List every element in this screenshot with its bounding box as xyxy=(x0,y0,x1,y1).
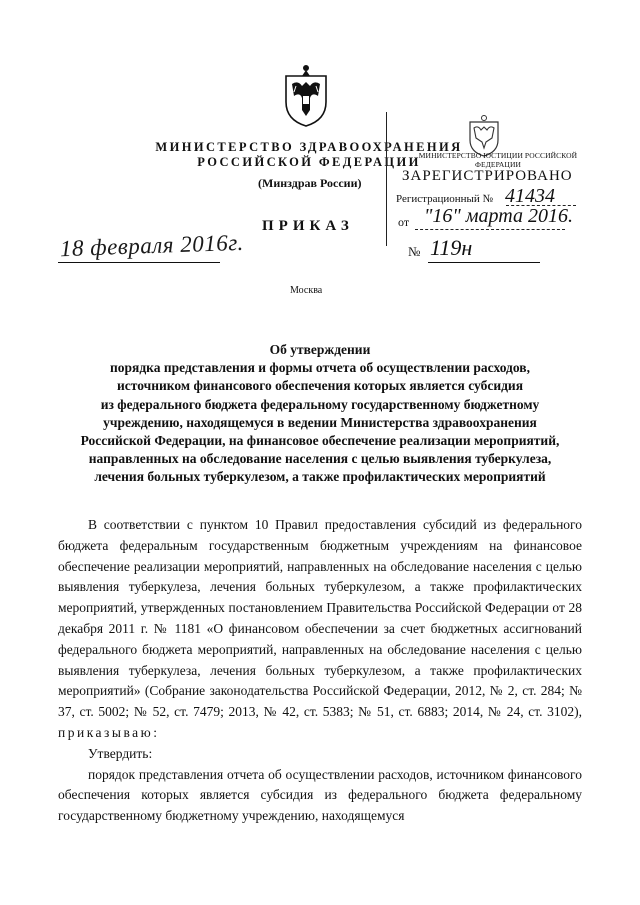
command-word: приказываю: xyxy=(58,724,160,740)
order-number-label: № xyxy=(408,244,421,259)
title-line: источником финансового обеспечения которых является субсидия xyxy=(116,378,524,394)
stamp-reg-label: Регистрационный № xyxy=(396,193,494,205)
order-body xyxy=(58,515,582,827)
title-line: Российской Федерации, на финансовое обеспечение реализации мероприятий, xyxy=(80,433,560,449)
ministry-short-name: (Минздрав России) xyxy=(258,176,362,190)
document-type: ПРИКАЗ xyxy=(262,218,354,234)
ministry-line-1: МИНИСТЕРСТВО ЗДРАВООХРАНЕНИЯ xyxy=(155,140,463,154)
date-underline xyxy=(58,262,220,263)
stamp-ministry: МИНИСТЕРСТВО ЮСТИЦИИ РОССИЙСКОЙ ФЕДЕРАЦИИ xyxy=(418,151,578,169)
title-line: из федерального бюджета федеральному государственному бюджетному xyxy=(100,396,540,412)
preamble-text: В соответствии с пунктом 10 Правил предоставления субсидий из федерального бюджета федеральным государственным бюджетным учреждениям на финансовое обеспечение реализации мероприятий, направленных на обследование населения с целью выявления туберкулеза, лечения больных туберкулезом, а также профилактических мероприятий, утвержденных постановлением Правительства Российской Федерации от 28 декабря 2011 г. № 1181 «О финансовом обеспечении за счет бюджетных ассигнований федерального бюджета мероприятий, направленных на обследование населения с целью выявления туберкулеза, лечения больных туберкулезом, а также профилактических мероприятий» (Собрание законодательства Российской Федерации, 2012, № 2, ст. 284; № 37, ст. 5002; № 52, ст. 7479; 2013, № 42, ст. 5383; № 51, ст. 6883; 2014, № 24, ст. 3102), xyxy=(58,517,582,720)
title-line: лечения больных туберкулезом, а также профилактических мероприятий xyxy=(94,469,546,485)
city: Москва xyxy=(290,285,323,296)
stamp-registered: ЗАРЕГИСТРИРОВАНО xyxy=(402,168,573,184)
number-underline xyxy=(428,262,540,263)
stamp-date-prefix: от xyxy=(398,215,410,229)
title-line: порядка представления и формы отчета об осуществлении расходов, xyxy=(110,360,530,376)
title-line: учреждению, находящемуся в ведении Министерства здравоохранения xyxy=(103,414,537,430)
stamp-reg-number: 41434 xyxy=(505,185,555,207)
preamble-paragraph xyxy=(58,515,582,744)
order-title xyxy=(58,341,582,487)
coat-of-arms-emblem xyxy=(282,62,330,128)
ministry-line-2: РОССИЙСКОЙ ФЕДЕРАЦИИ xyxy=(197,155,421,169)
stamp-date-line xyxy=(415,229,565,230)
order-date-handwritten: 18 февраля 2016г. xyxy=(59,229,245,262)
stamp-date-handwritten: "16" марта 2016. xyxy=(424,205,573,227)
title-line: направленных на обследование населения с целью выявления туберкулеза, xyxy=(88,451,552,467)
procedure-paragraph: порядок представления отчета об осуществлении расходов, источником финансового обеспечения которых является субсидия из федерального бюджета федеральному государственному бюджетному учреждению, находящемуся xyxy=(58,766,582,824)
order-number-handwritten: 119н xyxy=(430,235,473,260)
stamp-border xyxy=(386,112,397,246)
approve-paragraph: Утвердить: xyxy=(88,745,153,761)
title-line: Об утверждении xyxy=(269,342,371,357)
